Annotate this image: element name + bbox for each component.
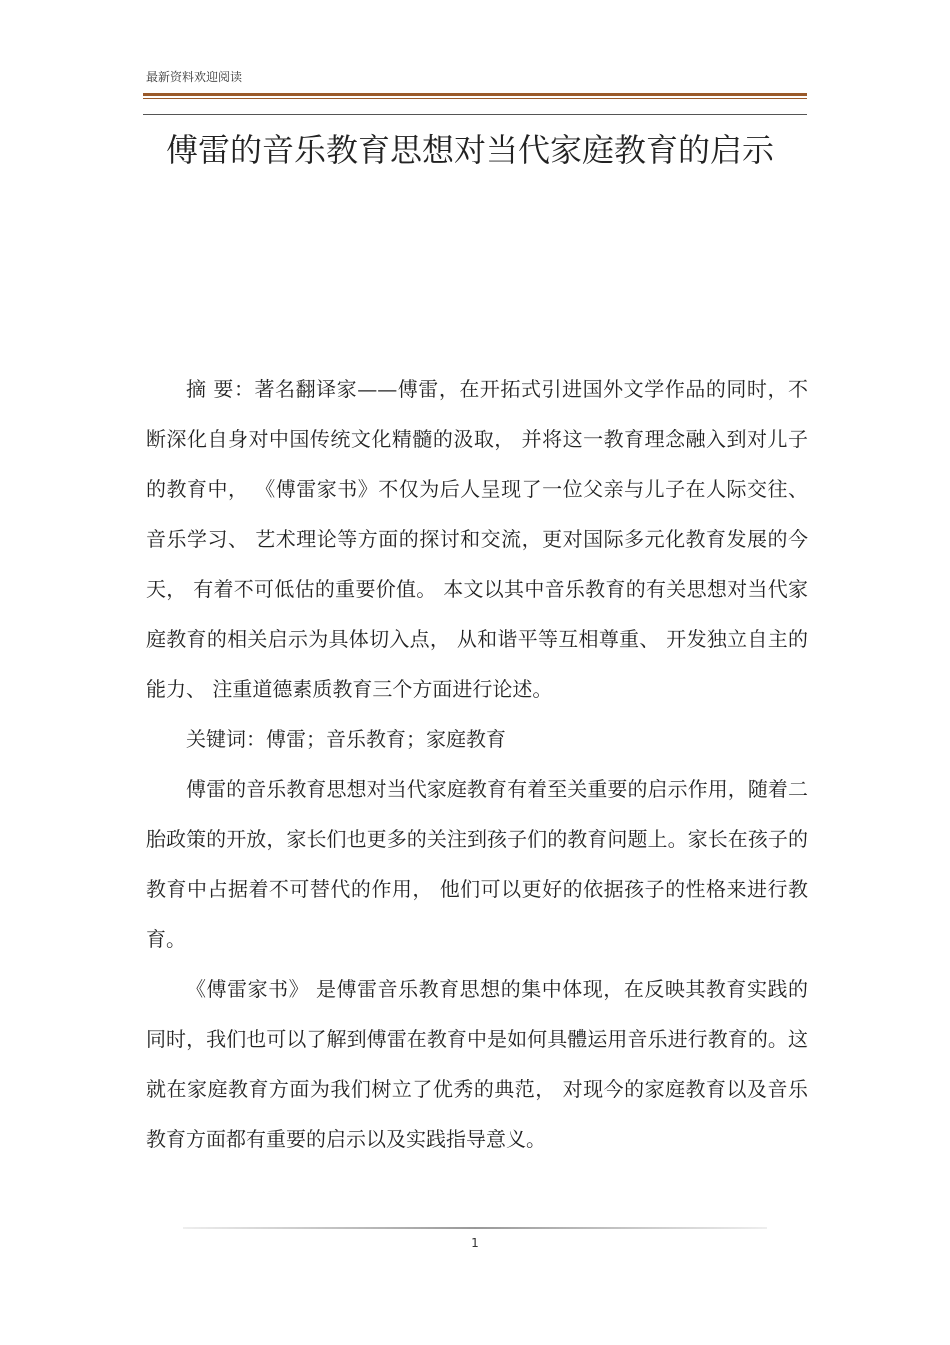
abstract-label: 摘 要： xyxy=(186,377,255,401)
abstract-text: 著名翻译家——傅雷，在开拓式引进国外文学作品的同时，不断深化自身对中国传统文化精髓的汲取， 并将这一教育理念融入到对儿子的教育中， 《傅雷家书》不仅为后人呈现了一位父亲与儿子在人际交往、音乐学习、 艺术理论等方面的探讨和交流，更对国际多元化教育发展的今天， 有着不可低估的重要价值。 本文以其中音乐教育的有关思想对当代家庭教育的相关启示为具体切入点， 从和谐平等互相尊重、 开发独立自主的能力、 注重道德素质教育三个方面进行论述。 xyxy=(146,377,808,701)
header-text: 最新资料欢迎阅读 xyxy=(146,70,243,84)
body-paragraph: 《傅雷家书》 是傅雷音乐教育思想的集中体现，在反映其教育实践的同时，我们也可以了解到傅雷在教育中是如何具體运用音乐进行教育的。这就在家庭教育方面为我们树立了优秀的典范， 对现今的家庭教育以及音乐教育方面都有重要的启示以及实践指导意义。 xyxy=(146,977,808,1151)
keywords-label: 关键词： xyxy=(186,727,266,751)
body-paragraph: 傅雷的音乐教育思想对当代家庭教育有着至关重要的启示作用，随着二胎政策的开放，家长们也更多的关注到孩子们的教育问题上。家长在孩子的教育中占据着不可替代的作用， 他们可以更好的依据孩子的性格来进行教育。 xyxy=(146,777,808,951)
page-number: 1 xyxy=(471,1236,479,1250)
keywords-text: 傅雷；音乐教育；家庭教育 xyxy=(266,727,506,751)
header-rule-thin xyxy=(143,98,807,99)
document-title: 傅雷的音乐教育思想对当代家庭教育的启示 xyxy=(165,131,774,169)
abstract-paragraph xyxy=(146,364,808,714)
keywords-paragraph xyxy=(146,714,808,764)
footer-rule xyxy=(183,1227,767,1229)
header-rule-thick xyxy=(143,93,807,96)
document-body xyxy=(146,364,808,1164)
header-rule-secondary xyxy=(143,114,807,115)
